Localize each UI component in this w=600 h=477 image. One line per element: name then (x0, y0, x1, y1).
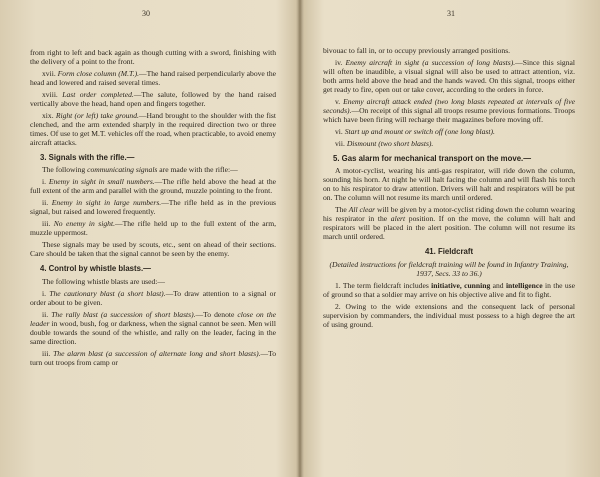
right-page-text (323, 47, 575, 333)
paragraph: ii. Enemy in sight in large numbers.—The rifle held as in the previous signal, but raised and lowered frequently. (30, 198, 276, 217)
paragraph: xix. Right (or left) take ground.—Hand brought to the shoulder with the fist clenched, and the arm extended sharply in the required direction two or three times. Of use to get M.T. vehicles off the road, when practicable, to avoid enemy aircraft attacks. (30, 110, 276, 147)
paragraph: vi. Start up and mount or switch off (one long blast). (335, 126, 495, 136)
paragraph: i. The cautionary blast (a short blast).—To draw attention to a signal or order about to be given. (30, 288, 276, 307)
paragraph: i. Enemy in sight in small numbers.—The rifle held above the head at the full extent of the arm and parallel with the ground, muzzle pointing to the front. (30, 177, 276, 196)
paragraph: A motor-cyclist, wearing his anti-gas respirator, will ride down the column, sounding his horn. At night he will halt facing the column and will flash his torch on to his respirator to draw attention. Drivers will halt and respirators will be put on. The column will not resume its march until ordered. (323, 166, 575, 203)
paragraph: iv. Enemy aircraft in sight (a succession of long blasts).—Since this signal will often be inaudible, a visual signal will also be used to attract attention, viz. both arms held above the head and the hands waved. On this signal, troops either get ready to fire, open out or take cover, according to the orders in force. (323, 57, 575, 94)
section-heading: 5. Gas alarm for mechanical transport on the move.— (333, 153, 532, 163)
right-page (300, 0, 600, 477)
paragraph: The All clear will be given by a motor-cyclist riding down the column wearing his respirator in the alert position. If on the move, the column will halt and respirators will be placed in the alert position. The column will not resume its march until ordered. (323, 205, 575, 242)
left-page-text (30, 49, 276, 371)
section-heading: 4. Control by whistle blasts.— (40, 264, 151, 274)
paragraph: (Detailed instructions for fieldcraft training will be found in Infantry Training, 1937, Secs. 33 to 36.) (329, 260, 569, 279)
paragraph: vii. Dismount (two short blasts). (335, 138, 434, 148)
paragraph: ii. The rally blast (a succession of short blasts).—To denote close on the leader in wood, bush, fog or darkness, when the signal cannot be seen. Men will double towards the sound of the whistle, and rally on the leader, facing in the same direction. (30, 309, 276, 346)
paragraph: 1. The term fieldcraft includes initiative, cunning and intelligence in the use of ground so that a soldier may arrive on his objective alive and fit to fight. (323, 280, 575, 299)
page-number: 31 (447, 9, 455, 18)
paragraph: iii. No enemy in sight.—The rifle held up to the full extent of the arm, muzzle uppermost. (30, 219, 276, 238)
paragraph: 2. Owing to the wide extensions and the consequent lack of personal supervision by commanders, the individual must possess to a high degree the art of using ground. (323, 301, 575, 329)
page-number: 30 (142, 9, 150, 18)
paragraph: v. Enemy aircraft attack ended (two long blasts repeated at intervals of five seconds).—On receipt of this signal all troops resume previous formations. Troops which have been firing will recharge their magazines before moving off. (323, 96, 575, 124)
paragraph: These signals may be used by scouts, etc., sent on ahead of their sections. Care should be taken that the signal cannot be seen by the enemy. (30, 240, 276, 259)
section-heading: 3. Signals with the rifle.— (40, 152, 135, 162)
paragraph: bivouac to fall in, or to occupy previously arranged positions. (323, 46, 511, 55)
paragraph: xviii. Last order completed.—The salute, followed by the hand raised vertically above the head, hand open and fingers together. (30, 89, 276, 108)
paragraph: The following communicating signals are made with the rifle:— (42, 165, 238, 175)
section-heading: 41. Fieldcraft (424, 247, 474, 257)
paragraph: The following whistle blasts are used:— (42, 277, 165, 287)
paragraph: iii. The alarm blast (a succession of alternate long and short blasts).—To turn out troops from camp or (30, 348, 276, 367)
paragraph: xvii. Form close column (M.T.).—The hand raised perpendicularly above the head and lowered and raised several times. (30, 68, 277, 87)
paragraph: from right to left and back again as though cutting with a sword, finishing with the delivery of a point to the front. (30, 48, 276, 66)
